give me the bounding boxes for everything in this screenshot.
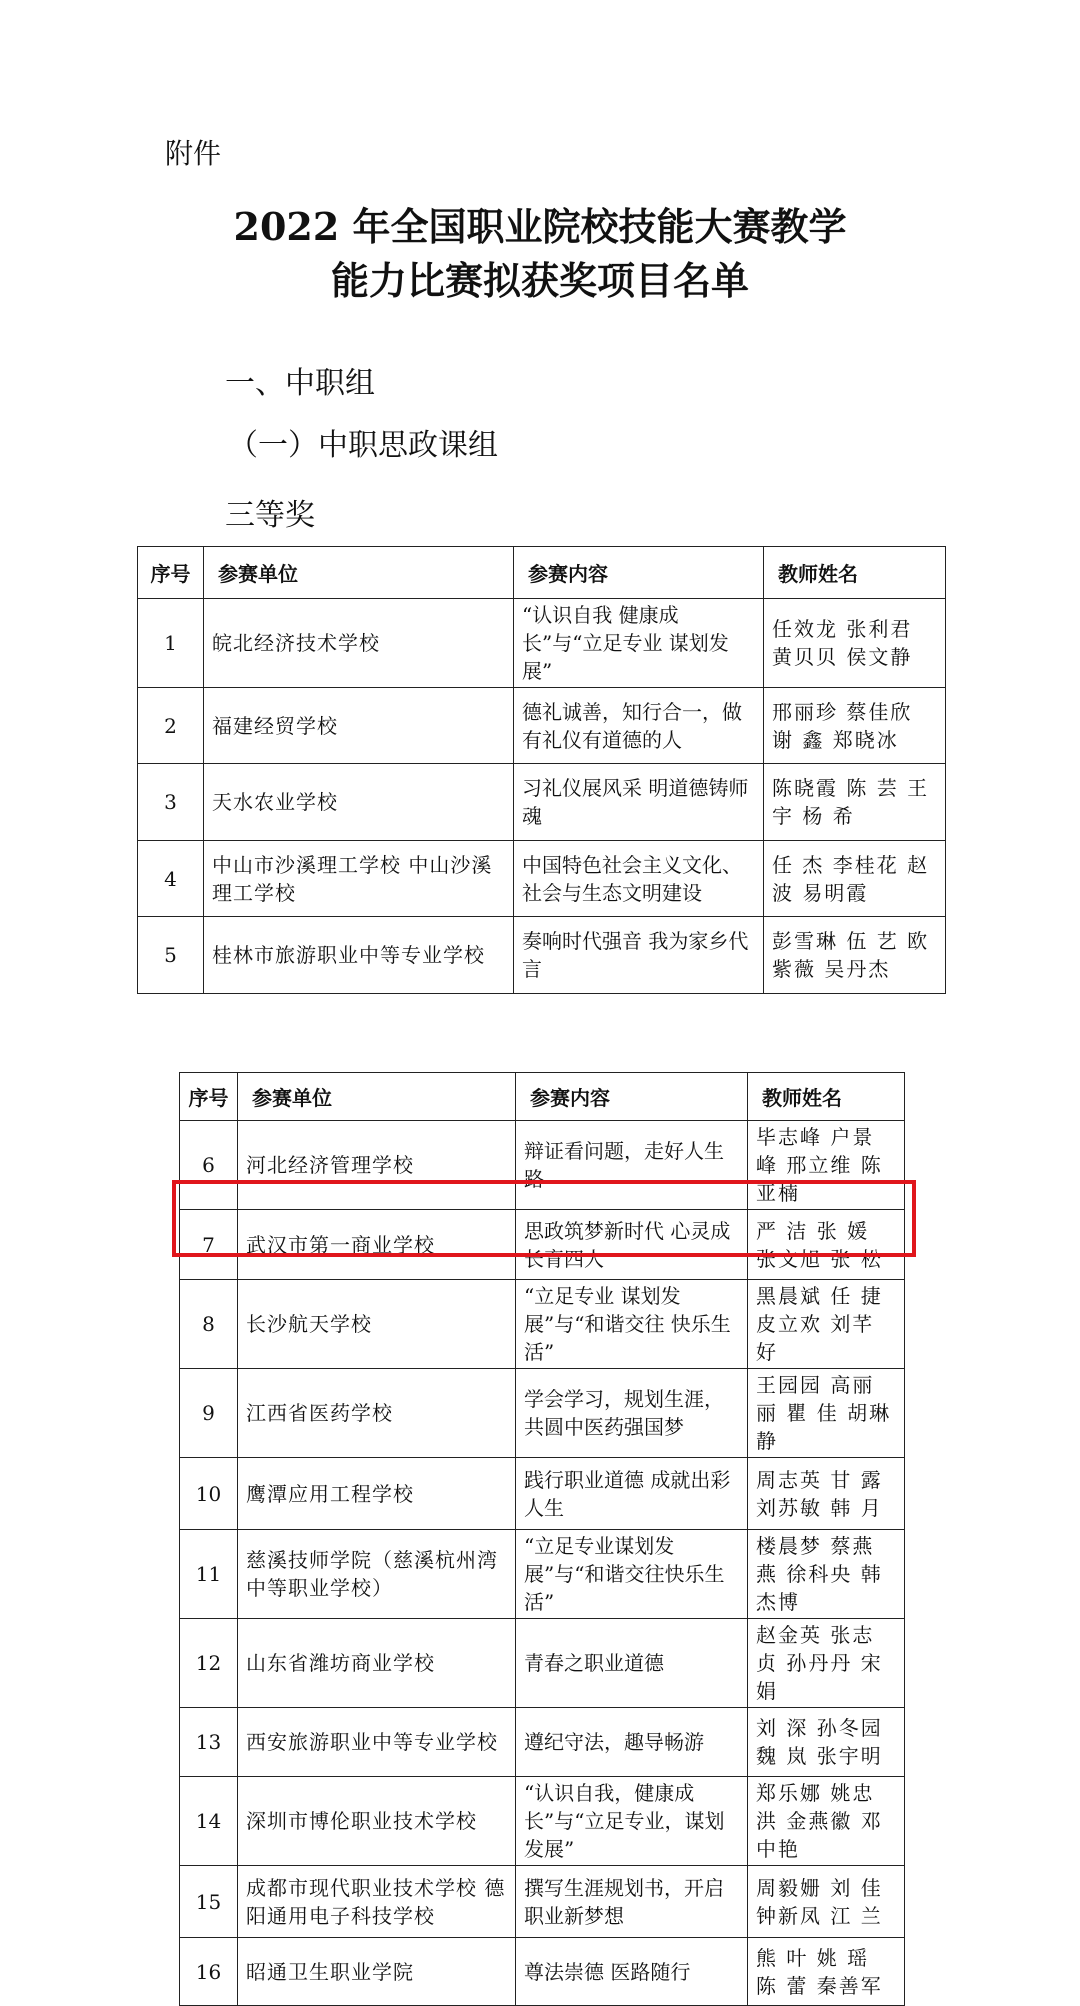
unit-cell: 长沙航天学校 (238, 1280, 516, 1369)
teachers-cell: 周志英 甘 露 刘苏敏 韩 月 (748, 1458, 905, 1530)
unit-cell: 河北经济管理学校 (238, 1121, 516, 1210)
unit-cell: 桂林市旅游职业中等专业学校 (204, 917, 514, 994)
header-unit: 参赛单位 (238, 1073, 516, 1121)
teachers-cell: 邢丽珍 蔡佳欣 谢 鑫 郑晓冰 (764, 688, 946, 764)
content-cell: 习礼仪展风采 明道德铸师魂 (514, 764, 764, 841)
unit-cell: 慈溪技师学院（慈溪杭州湾中等职业学校） (238, 1530, 516, 1619)
header-teachers: 教师姓名 (764, 547, 946, 599)
teachers-cell: 黑晨斌 任 捷 皮立欢 刘芊好 (748, 1280, 905, 1369)
award-table-1-body (138, 599, 946, 994)
teachers-cell: 周毅姗 刘 佳 钟新凤 江 兰 (748, 1866, 905, 1938)
content-cell: “认识自我，健康成长”与“立足专业，谋划发展” (516, 1777, 748, 1866)
attachment-label: 附件 (165, 137, 222, 170)
document-title-line1: 2022 年全国职业院校技能大赛教学 (233, 204, 847, 249)
header-content: 参赛内容 (516, 1073, 748, 1121)
table-row (138, 599, 946, 688)
unit-cell: 中山市沙溪理工学校 中山沙溪理工学校 (204, 841, 514, 917)
content-cell: 青春之职业道德 (516, 1619, 748, 1708)
table-row (138, 688, 946, 764)
table-row (180, 1708, 905, 1777)
seq-cell: 15 (180, 1866, 238, 1938)
content-cell: “立足专业 谋划发展”与“和谐交往 快乐生活” (516, 1280, 748, 1369)
content-cell: “立足专业谋划发展”与“和谐交往快乐生活” (516, 1530, 748, 1619)
teachers-cell: 陈晓霞 陈 芸 王 宇 杨 希 (764, 764, 946, 841)
seq-cell: 16 (180, 1938, 238, 2006)
table-row (180, 1369, 905, 1458)
table-row (180, 1280, 905, 1369)
seq-cell: 3 (138, 764, 204, 841)
unit-cell: 山东省潍坊商业学校 (238, 1619, 516, 1708)
seq-cell: 8 (180, 1280, 238, 1369)
unit-cell: 成都市现代职业技术学校 德阳通用电子科技学校 (238, 1866, 516, 1938)
highlight-box (172, 1180, 916, 1257)
seq-cell: 10 (180, 1458, 238, 1530)
seq-cell: 7 (180, 1210, 238, 1280)
content-cell: 遵纪守法，趣导畅游 (516, 1708, 748, 1777)
unit-cell: 福建经贸学校 (204, 688, 514, 764)
award-level-heading: 三等奖 (225, 498, 315, 533)
teachers-cell: 赵金英 张志贞 孙丹丹 宋 娟 (748, 1619, 905, 1708)
teachers-cell: 任 杰 李桂花 赵 波 易明霞 (764, 841, 946, 917)
header-seq: 序号 (138, 547, 204, 599)
content-cell: 德礼诚善，知行合一，做有礼仪有道德的人 (514, 688, 764, 764)
table-row (180, 1458, 905, 1530)
table-row (138, 841, 946, 917)
unit-cell: 西安旅游职业中等专业学校 (238, 1708, 516, 1777)
content-cell: “认识自我 健康成长”与“立足专业 谋划发展” (514, 599, 764, 688)
header-teachers: 教师姓名 (748, 1073, 905, 1121)
content-cell: 践行职业道德 成就出彩人生 (516, 1458, 748, 1530)
unit-cell: 昭通卫生职业学院 (238, 1938, 516, 2006)
unit-cell: 武汉市第一商业学校 (238, 1210, 516, 1280)
content-cell: 撰写生涯规划书，开启职业新梦想 (516, 1866, 748, 1938)
unit-cell: 江西省医药学校 (238, 1369, 516, 1458)
unit-cell: 皖北经济技术学校 (204, 599, 514, 688)
seq-cell: 11 (180, 1530, 238, 1619)
table-row (180, 1530, 905, 1619)
teachers-cell: 任效龙 张利君 黄贝贝 侯文静 (764, 599, 946, 688)
content-cell: 中国特色社会主义文化、社会与生态文明建设 (514, 841, 764, 917)
teachers-cell: 楼晨梦 蔡燕燕 徐科央 韩杰博 (748, 1530, 905, 1619)
header-seq: 序号 (180, 1073, 238, 1121)
table-row (180, 1938, 905, 2006)
seq-cell: 12 (180, 1619, 238, 1708)
unit-cell: 鹰潭应用工程学校 (238, 1458, 516, 1530)
teachers-cell: 刘 深 孙冬园 魏 岚 张宇明 (748, 1708, 905, 1777)
award-table-1 (137, 546, 946, 994)
teachers-cell: 王园园 高丽丽 瞿 佳 胡琳静 (748, 1369, 905, 1458)
seq-cell: 4 (138, 841, 204, 917)
seq-cell: 6 (180, 1121, 238, 1210)
seq-cell: 9 (180, 1369, 238, 1458)
teachers-cell: 彭雪琳 伍 艺 欧紫薇 吴丹杰 (764, 917, 946, 994)
teachers-cell: 毕志峰 户景峰 邢立维 陈亚楠 (748, 1121, 905, 1210)
table-row (180, 1777, 905, 1866)
section-heading: 一、中职组 (225, 366, 375, 401)
table-row (180, 1619, 905, 1708)
unit-cell: 天水农业学校 (204, 764, 514, 841)
header-unit: 参赛单位 (204, 547, 514, 599)
subsection-heading: （一）中职思政课组 (228, 428, 498, 463)
seq-cell: 13 (180, 1708, 238, 1777)
content-cell: 辩证看问题，走好人生路 (516, 1121, 748, 1210)
teachers-cell: 郑乐娜 姚忠洪 金燕徽 邓中艳 (748, 1777, 905, 1866)
table-row (180, 1866, 905, 1938)
table-row (138, 917, 946, 994)
document-title-line2: 能力比赛拟获奖项目名单 (330, 258, 749, 303)
unit-cell: 深圳市博伦职业技术学校 (238, 1777, 516, 1866)
content-cell: 尊法崇德 医路随行 (516, 1938, 748, 2006)
seq-cell: 5 (138, 917, 204, 994)
teachers-cell: 严 洁 张 媛 张文旭 张 松 (748, 1210, 905, 1280)
teachers-cell: 熊 叶 姚 瑶 陈 蕾 秦善军 (748, 1938, 905, 2006)
content-cell: 奏响时代强音 我为家乡代言 (514, 917, 764, 994)
content-cell: 学会学习，规划生涯，共圆中医药强国梦 (516, 1369, 748, 1458)
seq-cell: 1 (138, 599, 204, 688)
table-row (138, 764, 946, 841)
content-cell: 思政筑梦新时代 心灵成长育四人 (516, 1210, 748, 1280)
seq-cell: 2 (138, 688, 204, 764)
seq-cell: 14 (180, 1777, 238, 1866)
header-content: 参赛内容 (514, 547, 764, 599)
